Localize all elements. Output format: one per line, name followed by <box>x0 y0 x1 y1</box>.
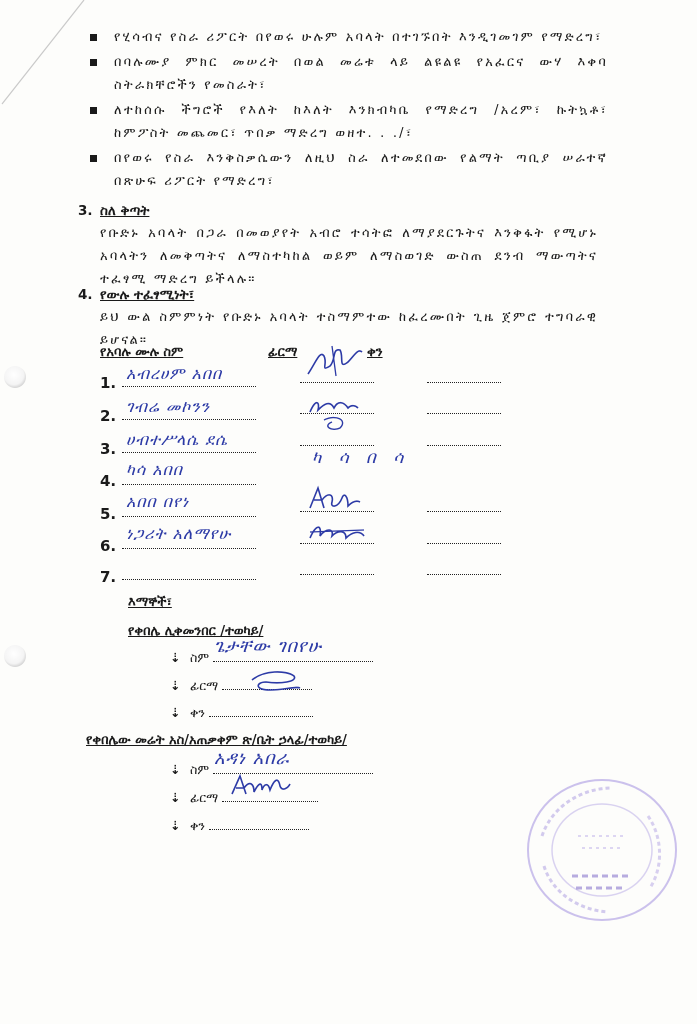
member-name: አበበ በየነ <box>126 492 190 511</box>
section-penalty <box>78 200 598 291</box>
signature-mark <box>304 482 364 514</box>
field-label: ስም <box>190 762 210 777</box>
date-line <box>427 412 501 414</box>
bullet-square-icon <box>90 34 97 41</box>
member-name: አብረሀም አበበ <box>126 364 223 383</box>
bullet-square-icon <box>90 155 97 162</box>
row-number: 2. <box>100 407 117 425</box>
column-header-date: ቀን <box>367 345 383 360</box>
field-line <box>209 828 309 830</box>
column-header-name: የአባሉ ሙሉ ስም <box>100 345 184 360</box>
witnesses-title: እማኞች፣ <box>128 595 172 610</box>
date-line <box>427 381 501 383</box>
row-number: 1. <box>100 374 117 392</box>
member-name: ነጋሪት አለማየሁ <box>126 524 232 543</box>
member-name: ሀብተሥላሴ ደሴ <box>126 430 228 449</box>
row-number: 7. <box>100 568 117 586</box>
date-line <box>427 542 501 544</box>
punch-hole-bottom <box>4 645 26 667</box>
row-number: 3. <box>100 440 117 458</box>
bullet-square-icon <box>90 59 97 66</box>
list-item <box>88 26 608 49</box>
signature-line <box>300 573 374 575</box>
arrow-down-icon: ⇣ <box>170 678 181 693</box>
responsibilities-list <box>88 26 608 195</box>
land-admin-title: የቀበሌው መሬት አስ/አጠቃቀም ጽ/ቤት ኃላፊ/ተወካይ/ <box>86 733 347 748</box>
official-stamp <box>522 776 680 924</box>
arrow-down-icon: ⇣ <box>170 790 181 805</box>
member-name: ገብሬ መኮንን <box>126 397 210 416</box>
arrow-down-icon: ⇣ <box>170 762 181 777</box>
field-label: ቀን <box>190 818 205 833</box>
name-line <box>122 385 256 387</box>
field-line <box>213 660 373 662</box>
section-body: የቡድኑ አባላት በጋራ በመወያየት አብሮ ተሳትፎ ለማያደርጉትና እንቅፋት የሚሆኑ አባላትን ለመቅጣትና ለማስተካከል ወይም ለማስወገድ ውስጠ ደንብ ማውጣትና ተፈፃሚ ማድረግ ይችላሉ። <box>100 226 598 287</box>
section-title: ስለ ቅጣት <box>100 203 150 219</box>
date-line <box>427 444 501 446</box>
name-line <box>122 515 256 517</box>
receiver-name-value: ጌታቸው ገበየሁ <box>214 636 322 657</box>
field-label: ፊርማ <box>190 678 219 693</box>
name-line <box>122 451 256 453</box>
list-item <box>88 147 608 193</box>
section-heading <box>78 284 598 306</box>
signature-mark <box>306 518 370 546</box>
signature-mark <box>302 342 372 382</box>
arrow-down-icon: ⇣ <box>170 818 181 833</box>
receiver-date-field <box>170 705 313 721</box>
section-body: ይህ ውል ስምምነት የቡድኑ አባላት ተስማምተው ከፈረሙበት ጊዜ ጀምሮ ተግባራዊ ይሆናል። <box>100 310 598 348</box>
row-number: 5. <box>100 505 117 523</box>
section-heading <box>78 200 598 222</box>
column-header-signature: ፊርማ <box>268 345 298 360</box>
name-line <box>122 418 256 420</box>
field-line <box>222 800 318 802</box>
list-item-text: የሂሳብና የስራ ሪፖርት በየወሩ ሁሉም አባላት በተገኙበት እንዲገመገም የማድረግ፣ <box>114 30 603 45</box>
signature-mark <box>244 666 304 696</box>
arrow-down-icon: ⇣ <box>170 650 181 665</box>
list-item-text: ለተከሰሱ ችግሮች የእለት ከእለት እንክብካቤ የማድረግ /አረም፣ ኩትኳቶ፣ ከምፖስት መጨመር፣ ጥበቃ ማድረግ ወዘተ. . ./፣ <box>114 103 608 141</box>
field-label: ፊርማ <box>190 790 219 805</box>
bullet-square-icon <box>90 107 97 114</box>
punch-hole-top <box>4 366 26 388</box>
list-item-text: በባሉሙያ ምክር መሠረት በወል መሬቱ ላይ ልዩልዩ የአፈርና ውሃ እቀባ ስትራክቸሮችን የመስራት፣ <box>114 55 608 93</box>
date-line <box>427 573 501 575</box>
name-line <box>122 483 256 485</box>
signature-text: ካ ሳ በ ሳ <box>312 448 410 468</box>
receiver-title: የቀበሌ ሊቀመንበር /ተወካይ/ <box>128 624 264 639</box>
list-item-text: በየወሩ የስራ እንቅስቃሴውን ለዚህ ስራ ለተመደበው የልማት ጣቢያ ሠራተኛ በጽሁፍ ሪፖርት የማድረግ፣ <box>114 151 608 189</box>
land-admin-date-field <box>170 818 309 834</box>
land-admin-name-value: አዳነ አበራ <box>214 748 290 769</box>
field-line <box>209 715 313 717</box>
section-title: የውሉ ተፈፃሚነት፣ <box>100 287 195 303</box>
name-line <box>122 547 256 549</box>
section-number: 3. <box>78 203 93 219</box>
member-name: ካሳ አበበ <box>126 460 183 479</box>
arrow-down-icon: ⇣ <box>170 705 181 720</box>
section-number: 4. <box>78 287 93 303</box>
name-line <box>122 578 256 580</box>
date-line <box>427 510 501 512</box>
list-item <box>88 99 608 145</box>
row-number: 4. <box>100 472 117 490</box>
field-label: ስም <box>190 650 210 665</box>
page-fold-mark <box>0 0 100 110</box>
list-item <box>88 51 608 97</box>
field-label: ቀን <box>190 705 205 720</box>
row-number: 6. <box>100 537 117 555</box>
signature-line <box>300 444 374 446</box>
signature-mark <box>228 770 294 800</box>
signature-mark <box>304 388 364 434</box>
